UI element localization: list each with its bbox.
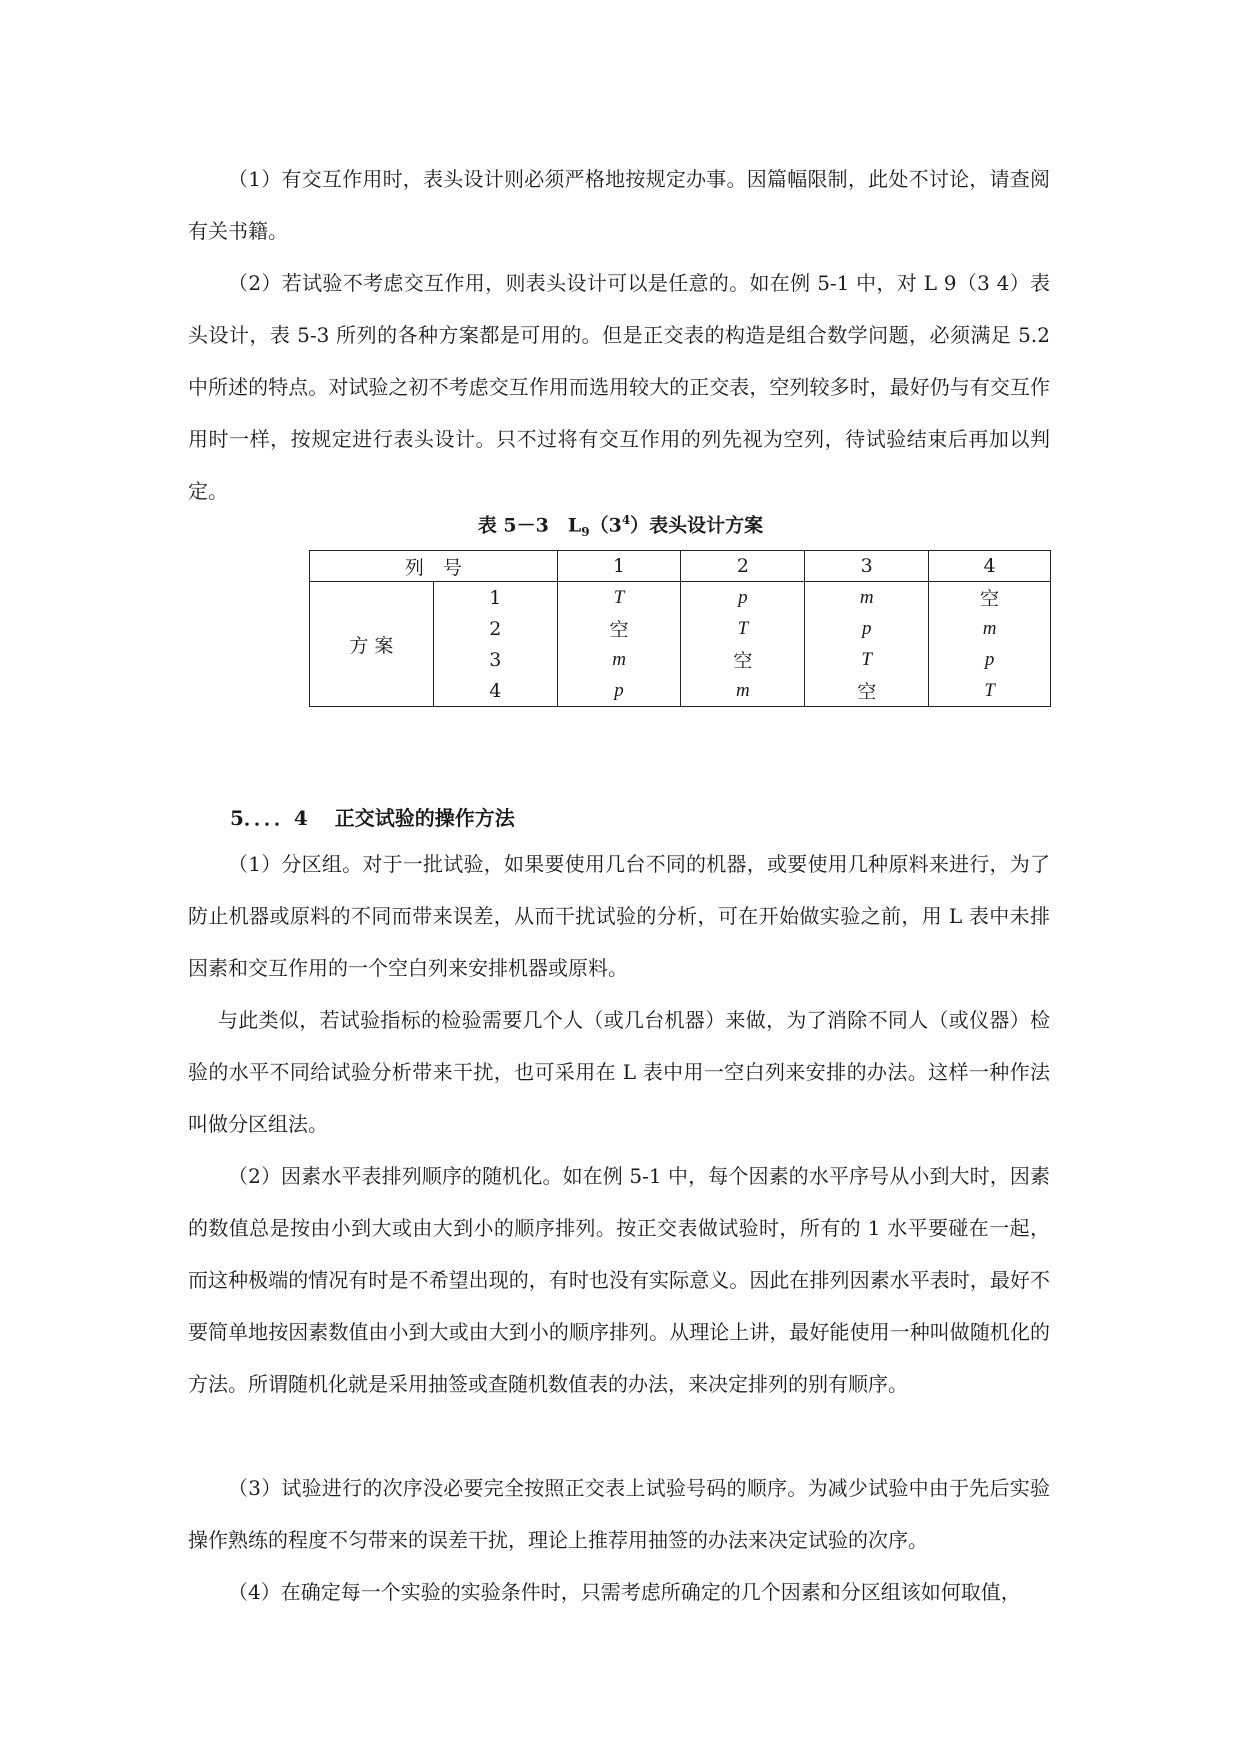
table-cell: p <box>929 644 1051 675</box>
table-cell: 空 <box>681 644 805 675</box>
scheme-number: 4 <box>433 675 557 707</box>
section-heading: 5．．．．4 正交试验的操作方法 <box>230 806 515 830</box>
table-cell: 空 <box>557 613 681 644</box>
table-cell: p <box>557 675 681 707</box>
design-table <box>309 550 1051 707</box>
table-cell: m <box>929 613 1051 644</box>
scheme-group-label: 方 案 <box>310 582 434 707</box>
column-header: 3 <box>805 551 929 582</box>
table-caption-paren: （3 <box>589 514 622 537</box>
table-cell: p <box>681 582 805 614</box>
table-caption <box>0 505 1241 547</box>
table-caption-sup: 4 <box>621 513 631 527</box>
table-cell: 空 <box>929 582 1051 614</box>
paragraph-blocking-similar: 与此类似，若试验指标的检验需要几个人（或几台机器）来做，为了消除不同人（或仪器）检验的水平不同给试验分析带来干扰，也可采用在 L 表中用一空白列来安排的办法。这样一种作法叫做分区组法。 <box>188 1008 1050 1136</box>
scheme-number: 3 <box>433 644 557 675</box>
scheme-number: 1 <box>433 582 557 614</box>
table-cell: T <box>805 644 929 675</box>
table-caption-sub: 9 <box>581 525 590 540</box>
paragraph-randomization: （2）因素水平表排列顺序的随机化。如在例 5-1 中，每个因素的水平序号从小到大时，因素的数值总是按由小到大或由大到小的顺序排列。按正交表做试验时，所有的 1 水平要碰在一起，而这种极端的情况有时是不希望出现的，有时也没有实际意义。因此在排列因素水平表时，最好不要简单地按因素数值由小到大或由大到小的顺序排列。从理论上讲，最好能使用一种叫做随机化的方法。所谓随机化就是采用抽签或查随机数值表的办法，来决定排列的别有顺序。 <box>188 1164 1050 1396</box>
table-caption-prefix: 表 5－3 L <box>477 514 582 537</box>
column-header: 2 <box>681 551 805 582</box>
scheme-number: 2 <box>433 613 557 644</box>
table-row <box>310 582 1051 614</box>
table-caption-suffix: ）表头设计方案 <box>630 514 764 537</box>
table-cell: p <box>805 613 929 644</box>
table-cell: 空 <box>805 675 929 707</box>
paragraph-test-order: （3）试验进行的次序没必要完全按照正交表上试验号码的顺序。为减少试验中由于先后实验操作熟练的程度不匀带来的误差干扰，理论上推荐用抽签的办法来决定试验的次序。 <box>188 1476 1050 1552</box>
paragraph-test-conditions: （4）在确定每一个实验的实验条件时，只需考虑所确定的几个因素和分区组该如何取值， <box>228 1580 1021 1604</box>
table-cell: T <box>929 675 1051 707</box>
column-header: 4 <box>929 551 1051 582</box>
paragraph-interaction-design: （1）有交互作用时，表头设计则必须严格地按规定办事。因篇幅限制，此处不讨论，请查阅有关书籍。 <box>188 167 1050 243</box>
table-cell: m <box>557 644 681 675</box>
table-cell: T <box>681 613 805 644</box>
table-cell: m <box>805 582 929 614</box>
table-header-row <box>310 551 1051 582</box>
column-header: 1 <box>557 551 681 582</box>
paragraph-blocking: （1）分区组。对于一批试验，如果要使用几台不同的机器，或要使用几种原料来进行，为了防止机器或原料的不同而带来误差，从而干扰试验的分析，可在开始做实验之前，用 L 表中未排因素和交互作用的一个空白列来安排机器或原料。 <box>188 852 1050 980</box>
paragraph-no-interaction-design: （2）若试验不考虑交互作用，则表头设计可以是任意的。如在例 5-1 中，对 L 9（3 4）表头设计，表 5-3 所列的各种方案都是可用的。但是正交表的构造是组合数学问题，必须满足 5.2 中所述的特点。对试验之初不考虑交互作用而选用较大的正交表，空列较多时，最好仍与有交互作用时一样，按规定进行表头设计。只不过将有交互作用的列先视为空列，待试验结束后再加以判定。 <box>188 271 1050 503</box>
column-number-header: 列 号 <box>310 551 558 582</box>
table-cell: T <box>557 582 681 614</box>
table-cell: m <box>681 675 805 707</box>
